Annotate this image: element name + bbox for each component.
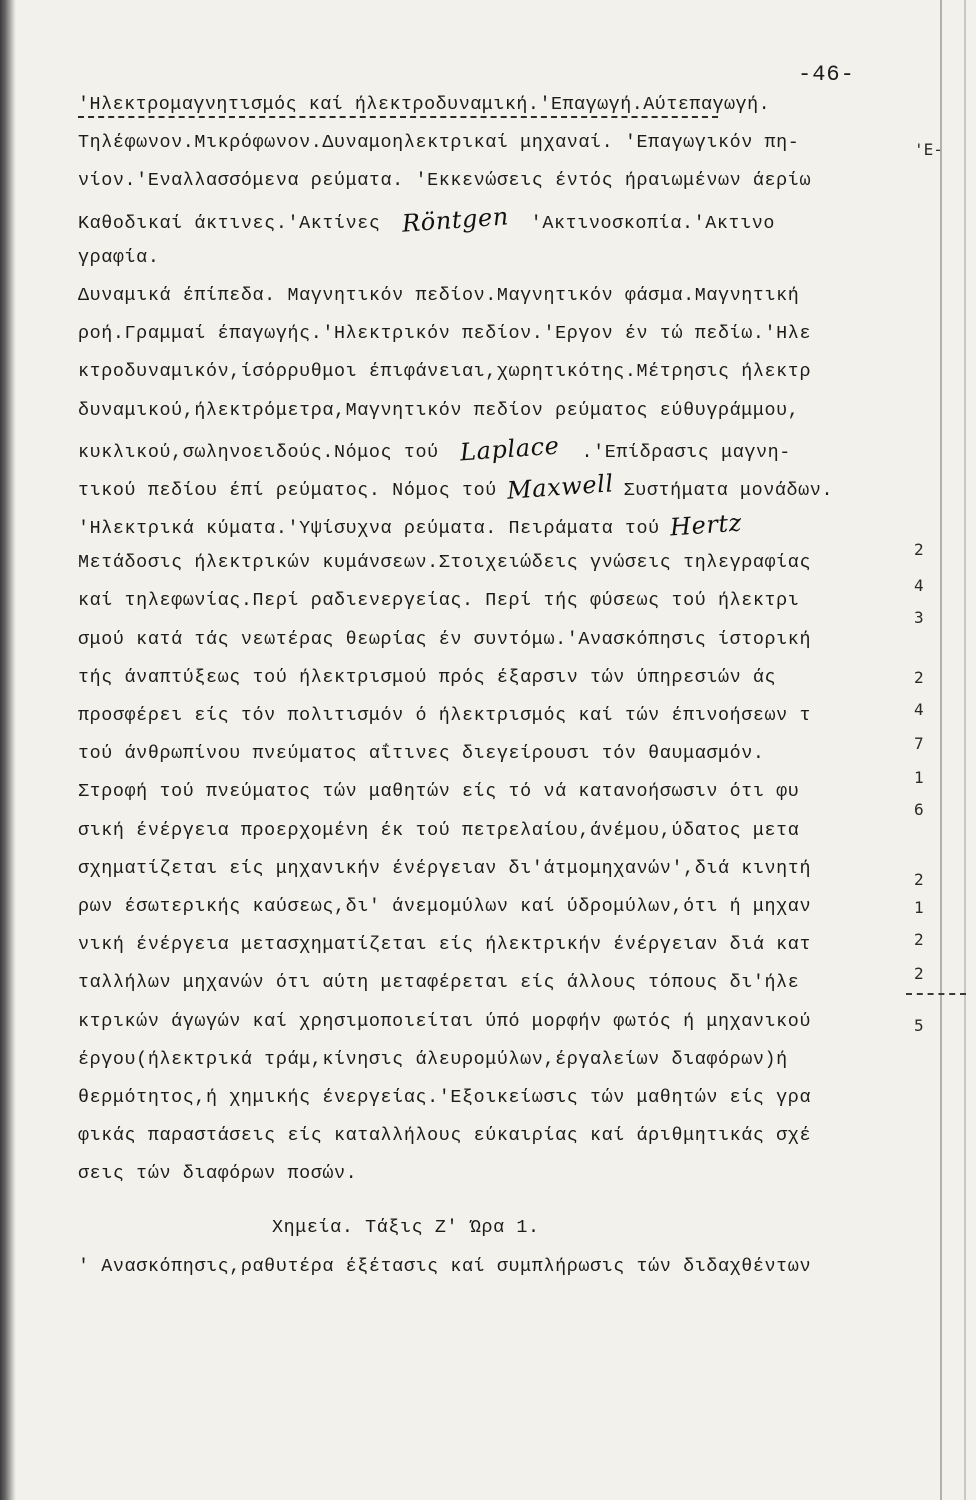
handwritten-rontgen: Röntgen: [401, 201, 510, 238]
text-line: φικάς παραστάσεις είς καταλλήλους εύκαιρίας καί άριθμητικάς σχέ: [78, 1125, 812, 1147]
text-line: Δυναμικά έπίπεδα. Μαγνητικόν πεδίον.Μαγνητικόν φάσμα.Μαγνητική: [78, 284, 800, 306]
handwritten-laplace: Laplace: [459, 431, 561, 467]
margin-note: 2: [914, 964, 924, 983]
text-segment: κυκλικού,σωληνοειδούς.Νόμος τού: [78, 441, 451, 463]
margin-note: 5: [914, 1016, 924, 1035]
margin-note: 6: [914, 800, 924, 819]
text-segment: 'Ηλεκτρικά κύματα.'Υψίσυχνα ρεύματα. Πειράματα τού: [78, 518, 660, 540]
text-segment: 'Ακτινοσκοπία.'Ακτινο: [519, 212, 776, 234]
text-line: κτροδυναμικόν,ίσόρρυθμοι έπιφάνειαι,χωρητικότης.Μέτρησις ήλεκτρ: [78, 361, 812, 383]
margin-note: 2: [914, 930, 924, 949]
text-line: [78, 201, 900, 239]
text-line: νίον.'Εναλλασσόμενα ρεύματα. 'Εκκενώσεις έντός ήραιωμένων άερίω: [78, 170, 812, 192]
handwritten-hertz: Hertz: [668, 508, 743, 542]
text-line: σεις τών διαφόρων ποσών.: [78, 1163, 358, 1185]
text-line: σμού κατά τάς νεωτέρας θεωρίας έν συντόμω.'Ανασκόπησις ίστορική: [78, 628, 812, 650]
chemistry-heading: Χημεία. Τάξις Ζ' Ώρα 1.: [272, 1217, 540, 1239]
text-line: Τηλέφωνον.Μικρόφωνον.Δυναμοηλεκτρικαί μηχαναί. 'Επαγωγικόν πη-: [78, 132, 800, 154]
text-line: [78, 468, 900, 506]
text-line: Στροφή τού πνεύματος τών μαθητών είς τό νά κατανοήσωσιν ότι φυ: [78, 781, 800, 803]
margin-note: 7: [914, 734, 924, 753]
margin-note: 3: [914, 608, 924, 627]
margin-note: 1: [914, 898, 924, 917]
text-line: τού άνθρωπίνου πνεύματος αΐτινες διεγείρουσι τόν θαυμασμόν.: [78, 743, 765, 765]
right-margin-notes: [914, 0, 954, 1500]
handwritten-maxwell: Maxwell: [506, 469, 615, 505]
text-line: τής άναπτύξεως τού ήλεκτρισμού πρός έξαρσιν τών ύπηρεσιών άς: [78, 666, 777, 688]
text-line: σχηματίζεται είς μηχανικήν ένέργειαν δι'άτμομηχανών',διά κινητή: [78, 857, 812, 879]
text-line: [78, 430, 900, 468]
margin-note: 2: [914, 540, 924, 559]
margin-note: 2: [914, 668, 924, 687]
typed-text-block: [78, 86, 900, 1286]
text-line: θερμότητος,ή χημικής ένεργείας.'Εξοικείωσις τών μαθητών είς γρα: [78, 1086, 812, 1108]
text-line: γραφία.: [78, 246, 160, 268]
text-segment: Καθοδικαί άκτινες.'Ακτίνες: [78, 212, 393, 234]
text-line: σική ένέργεια προερχομένη έκ τού πετρελαίου,άνέμου,ύδατος μετα: [78, 819, 800, 841]
binding-shadow: [0, 0, 16, 1500]
spacer: [78, 1193, 900, 1209]
text-line: ροή.Γραμμαί έπαγωγής.'Ηλεκτρικόν πεδίον.'Εργον έν τώ πεδίω.'Ηλε: [78, 323, 812, 345]
text-line: ταλλήλων μηχανών ότι αύτη μεταφέρεται είς άλλους τόπους δι'ήλε: [78, 972, 800, 994]
text-segment: Συστήματα μονάδων.: [623, 479, 834, 501]
text-line: δυναμικού,ήλεκτρόμετρα,Μαγνητικόν πεδίον ρεύματος εύθυγράμμου,: [78, 399, 800, 421]
text-segment: τικού πεδίου έπί ρεύματος. Νόμος τού: [78, 479, 497, 501]
margin-note: 2: [914, 870, 924, 889]
section-title-text: 'Ηλεκτρομαγνητισμός καί ήλεκτροδυναμική.'Επαγωγή.Αύτεπαγωγή.: [78, 94, 771, 115]
text-line: κτρικών άγωγών καί χρησιμοποιείται ύπό μορφήν φωτός ή μηχανικού: [78, 1010, 812, 1032]
text-line: προσφέρει είς τόν πολιτισμόν ό ήλεκτρισμός καί τών έπινοήσεων τ: [78, 705, 812, 726]
text-line: ' Ανασκόπησις,ραθυτέρα έξέτασις καί συμπλήρωσις τών διδαχθέντων: [78, 1255, 812, 1277]
text-line: [78, 506, 900, 544]
text-line: έργου(ήλεκτρικά τράμ,κίνησις άλευρομύλων,έργαλείων διαφόρων)ή: [78, 1048, 788, 1070]
text-line: καί τηλεφωνίας.Περί ραδιενεργείας. Περί τής φύσεως τού ήλεκτρι: [78, 590, 800, 612]
margin-note: 4: [914, 576, 924, 595]
text-line: νική ένέργεια μετασχηματίζεται είς ήλεκτρικήν ένέργειαν διά κατ: [78, 934, 812, 956]
text-segment: .'Επίδρασις μαγνη-: [569, 441, 791, 463]
text-line: Μετάδοσις ήλεκτρικών κυμάνσεων.Στοιχειώδεις γνώσεις τηλεγραφίας: [78, 552, 812, 574]
margin-note: 4: [914, 700, 924, 719]
margin-note: 1: [914, 768, 924, 787]
margin-note: 'Ε-: [914, 140, 943, 159]
text-line: ρων έσωτερικής καύσεως,δι' άνεμομύλων καί ύδρομύλων,ότι ή μηχαν: [78, 895, 812, 917]
section-title: [78, 86, 900, 124]
page-number: -46-: [798, 62, 855, 87]
edge-line: [964, 0, 966, 1500]
title-underline: [78, 116, 718, 118]
